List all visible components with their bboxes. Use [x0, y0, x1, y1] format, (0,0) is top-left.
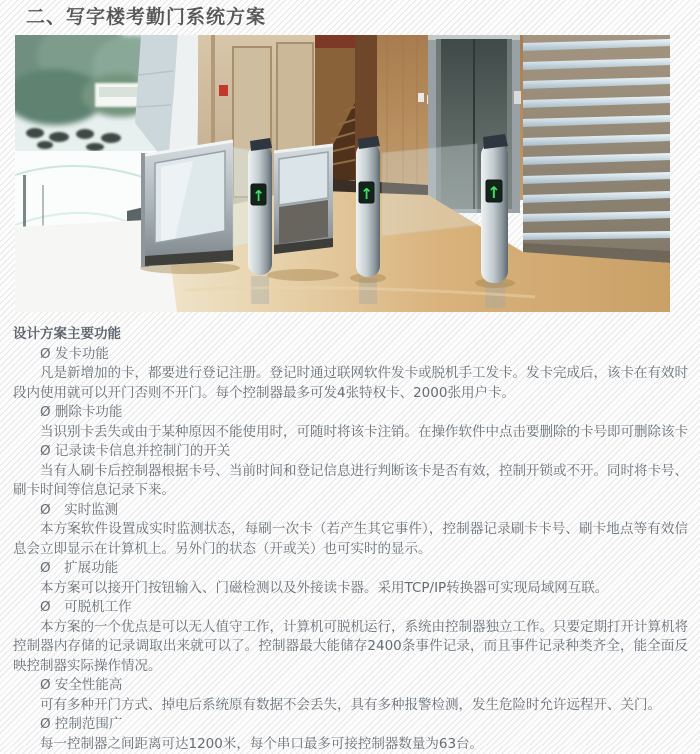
elevator-call-panel — [514, 91, 521, 104]
glass-lane-panel — [382, 144, 477, 236]
feature-heading-expansion: Ø 扩展功能 — [13, 559, 688, 579]
page-title: 二、写字楼考勤门系统方案 — [0, 0, 700, 29]
light-switch — [418, 93, 424, 102]
green-arrow-indicator: ↑ — [252, 187, 265, 205]
feature-heading-control-range: Ø 控制范围广 — [13, 715, 688, 735]
feature-heading-record-control: Ø 记录读卡信息并控制门的开关 — [13, 442, 688, 462]
turnstile-pillar-1 — [248, 138, 272, 275]
feature-item — [13, 501, 688, 560]
turnstile-gate-2 — [274, 145, 333, 254]
feature-item — [13, 403, 688, 442]
content — [13, 325, 688, 754]
feature-body-security: 可有多种开门方式、掉电后系统原有数据不会丢失，具有多种报警检测，发生危险时允许远程开、关门。 — [13, 696, 688, 716]
feature-body-record-control: 当有人刷卡后控制器根据卡号、当前时间和登记信息进行判断该卡是否有效，控制开锁或不开。同时将卡号、刷卡时间等信息记录下来。 — [13, 462, 688, 501]
feature-body-expansion: 本方案可以接开门按钮输入、门磁检测以及外接读卡器。采用TCP/IP转换器可实现局域网互联。 — [13, 579, 688, 599]
green-arrow-indicator: ↑ — [487, 183, 500, 202]
feature-heading-security: Ø 安全性能高 — [13, 676, 688, 696]
feature-body-card-issue: 凡是新增加的卡，都要进行登记注册。登记时通过联网软件发卡或脱机手工发卡。发卡完成后，该卡在有效时段内使用就可以开门否则不开门。每个控制器最多可发4张特权卡、2000张用户卡。 — [13, 364, 688, 403]
feature-heading-card-issue: Ø 发卡功能 — [13, 345, 688, 365]
feature-item — [13, 676, 688, 715]
feature-body-realtime-monitor: 本方案软件设置成实时监测状态，每刷一次卡（若产生其它事件），控制器记录刷卡卡号、刷卡地点等有效信息会立即显示在计算机上。另外门的状态（开或关）也可实时的显示。 — [13, 520, 688, 559]
turnstile-pillar-2 — [356, 136, 380, 277]
feature-item — [13, 442, 688, 501]
feature-item — [13, 598, 688, 676]
fire-alarm-box — [219, 85, 228, 96]
feature-heading-offline-work: Ø 可脱机工作 — [13, 598, 688, 618]
green-arrow-indicator: ↑ — [360, 185, 373, 203]
feature-body-offline-work: 本方案的一个优点是可以无人值守工作，计算机可脱机运行，系统由控制器独立工作。只要定期打开计算机将控制器内存储的记录调取出来就可以了。控制器最大能储存2400条事件记录，而且事件记录种类齐全，能全面反映控制器实际操作情况。 — [13, 618, 688, 677]
lobby-photo — [15, 35, 670, 312]
feature-item — [13, 559, 688, 598]
section-heading: 设计方案主要功能 — [13, 325, 688, 345]
feature-heading-realtime-monitor: Ø 实时监测 — [13, 501, 688, 521]
striped-feature-wall — [523, 35, 670, 263]
feature-item — [13, 345, 688, 404]
feature-item — [13, 715, 688, 754]
feature-heading-card-delete: Ø 删除卡功能 — [13, 403, 688, 423]
feature-body-control-range: 每一控制器之间距离可达1200米，每个串口最多可接控制器数量为63台。 — [13, 735, 688, 754]
feature-body-card-delete: 当识别卡丢失或由于某种原因不能使用时，可随时将该卡注销。在操作软件中点击要删除的卡号即可删除该卡 — [13, 423, 688, 443]
turnstile-pillar-3 — [481, 134, 508, 283]
